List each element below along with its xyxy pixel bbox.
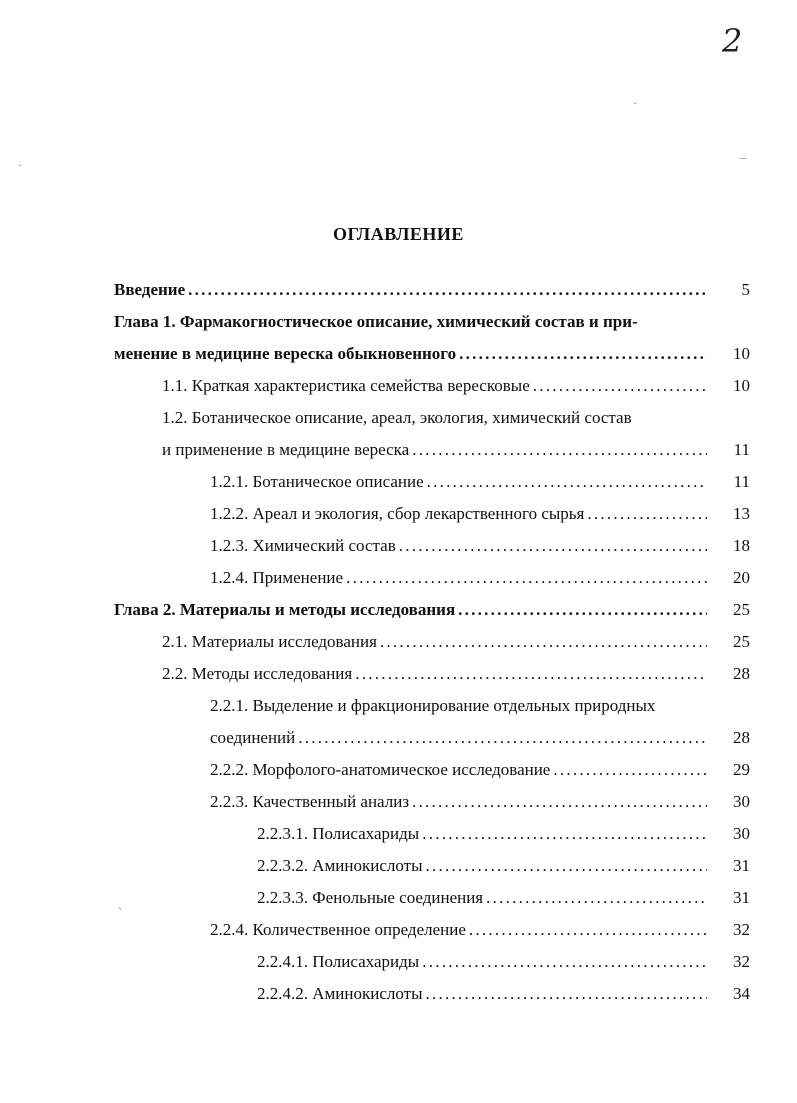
toc-entry-text: Глава 1. Фармакогностическое описание, химический состав и при- [114, 312, 638, 331]
toc-entry [162, 434, 710, 466]
toc-entry-page: 11 [733, 440, 750, 459]
toc-entry [114, 338, 710, 370]
toc-entry-page: 28 [733, 728, 750, 747]
toc-entry-text: 2.1. Материалы исследования [162, 632, 377, 651]
toc-entry-text: 1.2.3. Химический состав [210, 536, 396, 555]
toc-entry [257, 978, 710, 1010]
toc-entry-text: 2.2.3.2. Аминокислоты [257, 856, 423, 875]
toc-entry-page: 29 [733, 760, 750, 779]
toc-entry-text: Глава 2. Материалы и методы исследования [114, 600, 456, 619]
toc-entry-text: и применение в медицине вереска [162, 440, 410, 459]
toc-entry [210, 498, 710, 530]
toc-entry-text: 1.2. Ботаническое описание, ареал, экология, химический состав [162, 408, 632, 427]
toc-entry [257, 818, 710, 850]
toc-entry-page: 31 [733, 888, 750, 907]
handwritten-page-number: 2 [722, 22, 743, 60]
toc-entry-text: 2.2.2. Морфолого-анатомическое исследование [210, 760, 551, 779]
toc-entry-page: 20 [733, 568, 750, 587]
toc-entry [257, 882, 710, 914]
toc-entry-page: 13 [733, 504, 750, 523]
toc-entry-text: 1.2.2. Ареал и экология, сбор лекарственного сырья [210, 504, 585, 523]
toc-entry [257, 850, 710, 882]
toc-entry-page: 10 [733, 376, 750, 395]
toc-entry-text: 2.2.1. Выделение и фракционирование отдельных природных [210, 696, 656, 715]
toc-entry-page: 5 [741, 280, 750, 299]
toc-entry-page: 25 [733, 632, 750, 651]
toc-entry [114, 274, 710, 306]
toc-entry-text: менение в медицине вереска обыкновенного [114, 344, 457, 363]
toc-entry-text: 2.2.3.3. Фенольные соединения [257, 888, 484, 907]
toc-entry [210, 690, 730, 722]
toc-entry [162, 370, 710, 402]
toc-entry [162, 626, 710, 658]
toc-entry-page: 32 [733, 952, 750, 971]
toc-entry-page: 32 [733, 920, 750, 939]
toc-entry [162, 402, 722, 434]
toc-entry-text: 2.2.4.1. Полисахариды [257, 952, 420, 971]
toc-entry-text: 2.2.4. Количественное определение [210, 920, 466, 939]
toc-entry-page: 25 [733, 600, 750, 619]
toc-entry [210, 754, 710, 786]
toc-title: ОГЛАВЛЕНИЕ [333, 224, 464, 244]
toc-entry [210, 466, 710, 498]
toc-entry-page: 18 [733, 536, 750, 555]
toc-entry-text: соединений [210, 728, 296, 747]
toc-entry-page: 30 [733, 792, 750, 811]
toc-entry-text: 2.2.3.1. Полисахариды [257, 824, 420, 843]
toc-entry [162, 658, 710, 690]
toc-entry-page: 11 [733, 472, 750, 491]
toc-entry-text: 2.2.4.2. Аминокислоты [257, 984, 423, 1003]
toc-entry-page: 34 [733, 984, 750, 1003]
toc-entry [210, 722, 710, 754]
toc-entry-page: 28 [733, 664, 750, 683]
toc-entry [210, 530, 710, 562]
toc-entry [114, 306, 754, 338]
toc-entry-text: 2.2. Методы исследования [162, 664, 353, 683]
toc-entry-text: Введение [114, 280, 186, 299]
toc-entry-text: 2.2.3. Качественный анализ [210, 792, 410, 811]
toc-entry-page: 30 [733, 824, 750, 843]
toc-entry-page: 10 [733, 344, 750, 363]
toc-entry [210, 914, 710, 946]
toc-entry [210, 786, 710, 818]
toc-entry [114, 594, 710, 626]
toc-entry-page: 31 [733, 856, 750, 875]
toc-entry [210, 562, 710, 594]
toc-entry-text: 1.2.1. Ботаническое описание [210, 472, 424, 491]
toc-entry [257, 946, 710, 978]
toc-entry-text: 1.1. Краткая характеристика семейства вересковые [162, 376, 530, 395]
toc-entry-text: 1.2.4. Применение [210, 568, 344, 587]
